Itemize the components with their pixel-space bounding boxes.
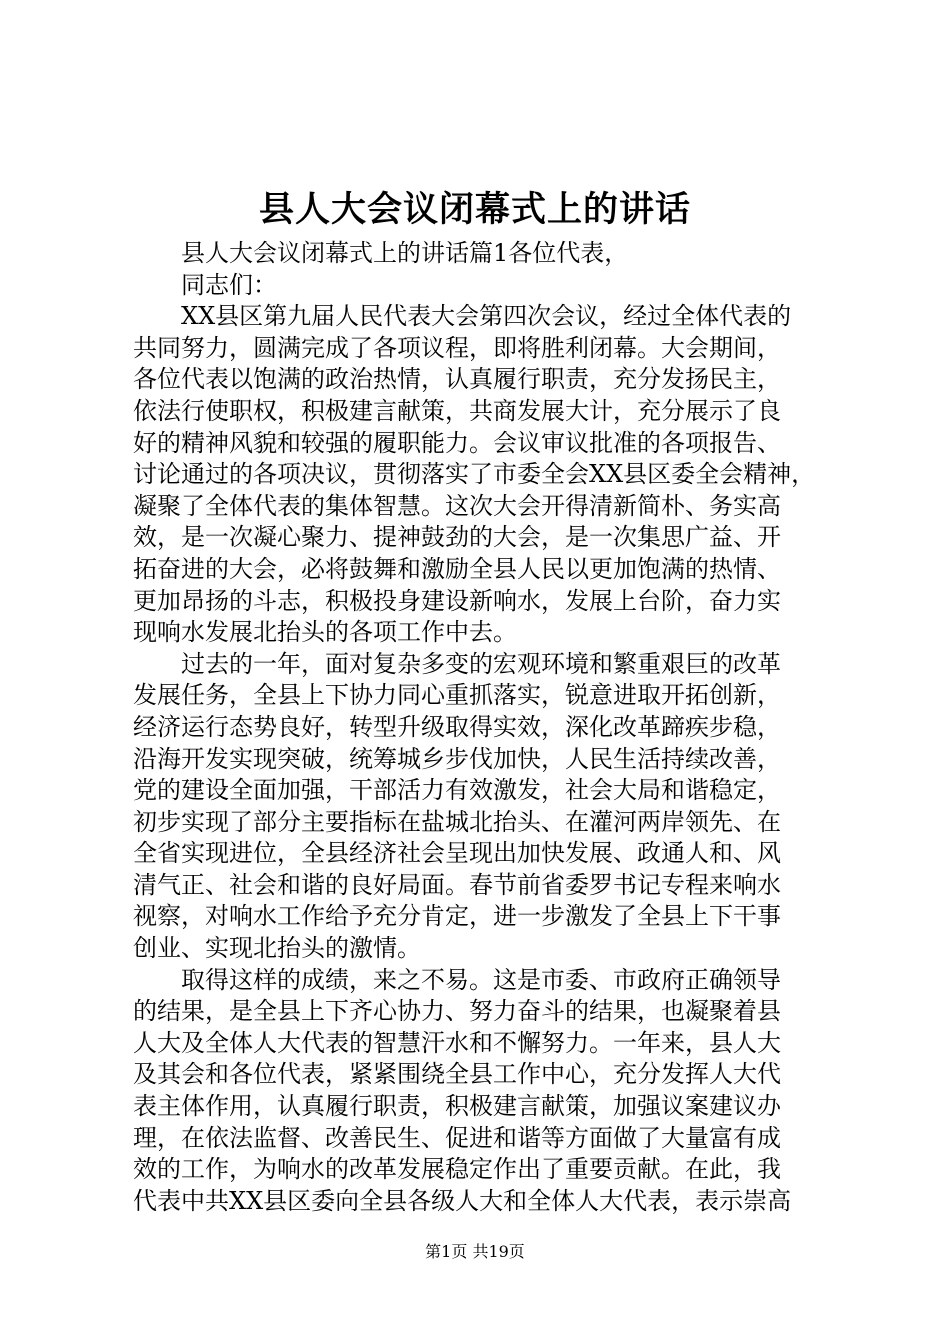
text-line: 代表中共XX县区委向全县各级人大和全体人大代表，表示崇高 <box>133 1186 792 1215</box>
text-line: 全省实现进位，全县经济社会呈现出加快发展、政通人和、风 <box>133 839 781 868</box>
document-body <box>133 238 833 1217</box>
text-line: 更加昂扬的斗志，积极投身建设新响水，发展上台阶，奋力实 <box>133 586 781 615</box>
text-line: 视察，对响水工作给予充分肯定，进一步激发了全县上下干事 <box>133 902 781 931</box>
text-line: 表主体作用，认真履行职责，积极建言献策，加强议案建议办 <box>133 1092 781 1121</box>
text-line: 效，是一次凝心聚力、提神鼓劲的大会，是一次集思广益、开 <box>133 523 781 552</box>
text-line: 人大及全体人大代表的智慧汗水和不懈努力。一年来，县人大 <box>133 1028 781 1057</box>
text-line: 过去的一年，面对复杂多变的宏观环境和繁重艰巨的改革 <box>133 649 781 678</box>
text-line: 讨论通过的各项决议，贯彻落实了市委全会XX县区委全会精神， <box>133 460 816 489</box>
text-line: 各位代表以饱满的政治热情，认真履行职责，充分发扬民主， <box>133 365 781 394</box>
text-line: 现响水发展北抬头的各项工作中去。 <box>133 618 517 647</box>
text-line: XX县区第九届人民代表大会第四次会议，经过全体代表的 <box>133 302 792 331</box>
text-line: 创业、实现北抬头的激情。 <box>133 934 421 963</box>
page-footer: 第1页 共19页 <box>425 1242 525 1261</box>
text-line: 县人大会议闭幕式上的讲话篇1各位代表， <box>133 239 629 267</box>
text-line: 好的精神风貌和较强的履职能力。会议审议批准的各项报告、 <box>133 428 781 457</box>
text-line: 凝聚了全体代表的集体智慧。这次大会开得清新简朴、务实高 <box>133 491 781 520</box>
text-line: 经济运行态势良好，转型升级取得实效，深化改革蹄疾步稳， <box>133 712 781 741</box>
text-line: 同志们： <box>133 270 277 299</box>
text-line: 的结果，是全县上下齐心协力、努力奋斗的结果，也凝聚着县 <box>133 997 781 1026</box>
text-line: 初步实现了部分主要指标在盐城北抬头、在灌河两岸领先、在 <box>133 807 781 836</box>
text-line: 拓奋进的大会，必将鼓舞和激励全县人民以更加饱满的热情、 <box>133 554 781 583</box>
text-line: 取得这样的成绩，来之不易。这是市委、市政府正确领导 <box>133 965 781 994</box>
text-line: 及其会和各位代表，紧紧围绕全县工作中心，充分发挥人大代 <box>133 1060 781 1089</box>
text-line: 党的建设全面加强，干部活力有效激发，社会大局和谐稳定， <box>133 776 781 805</box>
text-line: 理，在依法监督、改善民生、促进和谐等方面做了大量富有成 <box>133 1123 781 1152</box>
text-line: 发展任务，全县上下协力同心重抓落实，锐意进取开拓创新， <box>133 681 781 710</box>
text-line: 共同努力，圆满完成了各项议程，即将胜利闭幕。大会期间， <box>133 333 781 362</box>
document-title: 县人大会议闭幕式上的讲话 <box>258 189 691 230</box>
text-line: 沿海开发实现突破，统筹城乡步伐加快，人民生活持续改善， <box>133 744 781 773</box>
text-line: 效的工作，为响水的改革发展稳定作出了重要贡献。在此，我 <box>133 1155 781 1184</box>
text-line: 清气正、社会和谐的良好局面。春节前省委罗书记专程来响水 <box>133 870 781 899</box>
text-line: 依法行使职权，积极建言献策，共商发展大计，充分展示了良 <box>133 396 781 425</box>
